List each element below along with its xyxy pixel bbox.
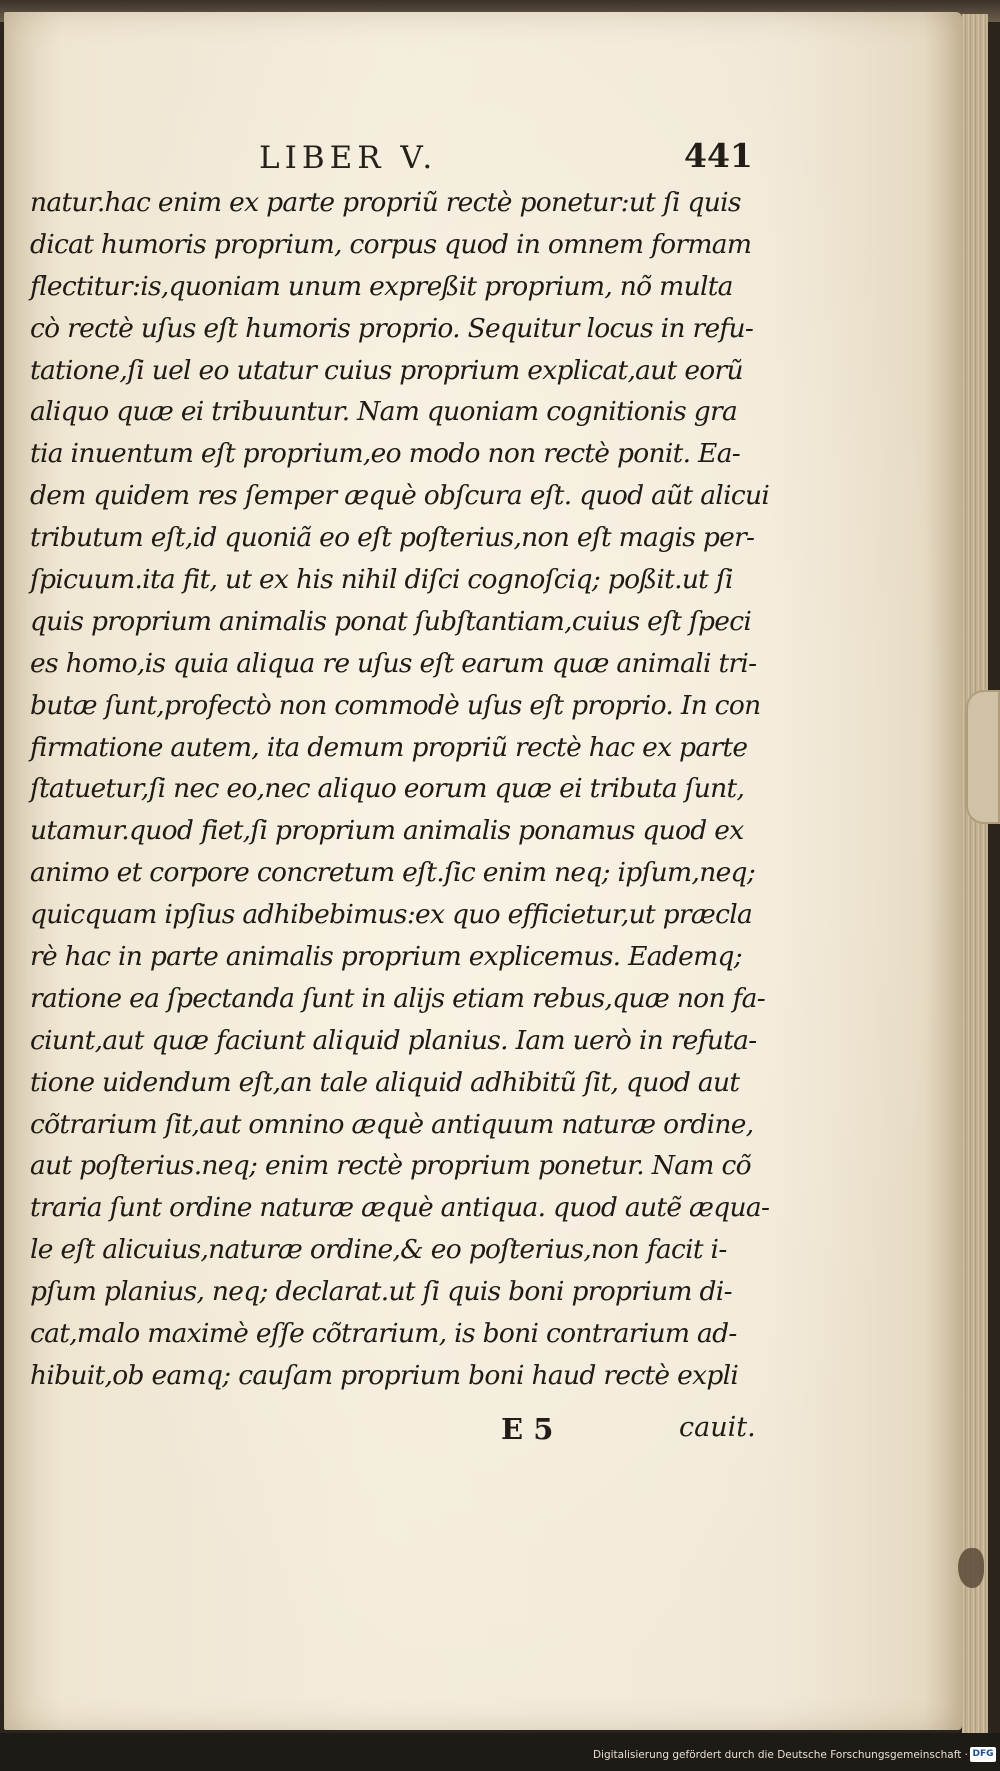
text-line: rè hac in parte animalis proprium explicemus. Eademq;: [30, 941, 743, 973]
text-line: quis proprium animalis ponat ſubſtantiam,cuius eſt ſpeci: [30, 605, 752, 637]
text-line: flectitur:is,quoniam unum expreßit proprium, nõ multa: [30, 270, 733, 302]
text-line: cat,malo maximè eſſe cõtrarium, is boni contrarium ad-: [30, 1318, 737, 1350]
text-line: tione uidendum eſt,an tale aliquid adhibitũ ſit, quod aut: [30, 1066, 740, 1098]
book-page: [4, 12, 962, 1730]
text-line: animo et corpore concretum eſt.ſic enim neq; ipſum,neq;: [30, 857, 756, 889]
text-line: ciunt,aut quæ faciunt aliquid planius. Iam uerò in refuta-: [30, 1024, 757, 1056]
text-line: le eſt alicuius,naturæ ordine,& eo poſterius,non facit i-: [30, 1234, 727, 1266]
text-line: tatione,ſi uel eo utatur cuius proprium explicat,aut eorũ: [30, 354, 743, 386]
text-line: pſum planius, neq; declarat.ut ſi quis boni proprium di-: [30, 1276, 732, 1308]
signature-mark: E 5: [501, 1412, 554, 1446]
body-text: [30, 182, 775, 1397]
text-line: cõtrarium ſit,aut omnino æquè antiquum naturæ ordine,: [30, 1108, 754, 1140]
text-line: tia inuentum eſt proprium,eo modo non rectè ponit. Ea-: [30, 438, 741, 470]
text-line: ſpicuum.ita fit, ut ex his nihil diſci cognoſciq; poßit.ut ſi: [30, 564, 733, 596]
text-line: quicquam ipſius adhibebimus:ex quo efficietur,ut præcla: [30, 899, 753, 931]
text-line: cò rectè uſus eſt humoris proprio. Sequitur locus in refu-: [30, 312, 754, 344]
signature-line: [4, 1412, 1000, 1462]
text-line: dicat humoris proprium, corpus quod in omnem formam: [30, 228, 752, 260]
text-line: butæ ſunt,profectò non commodè uſus eſt proprio. In con: [30, 689, 761, 721]
text-line: aliquo quæ ei tribuuntur. Nam quoniam cognitionis gra: [30, 396, 738, 428]
text-line: traria ſunt ordine naturæ æquè antiqua. quod autẽ æqua-: [30, 1192, 770, 1224]
text-line: natur.hac enim ex parte propriũ rectè ponetur:ut ſi quis: [30, 187, 741, 218]
text-line: dem quidem res ſemper æquè obſcura eſt. quod aũt alicui: [30, 480, 770, 512]
running-head: [244, 136, 964, 188]
running-head-title: LIBER V.: [259, 140, 438, 176]
text-line: ſtatuetur,ſi nec eo,nec aliquo eorum quæ ei tributa ſunt,: [30, 773, 745, 805]
text-line: tributum eſt,id quoniã eo eſt poſterius,non eſt magis per-: [30, 522, 755, 554]
text-line: firmatione autem, ita demum propriũ rectè hac ex parte: [30, 731, 748, 763]
dfg-logo-icon: DFG: [970, 1747, 996, 1762]
text-line: hibuit,ob eamq; cauſam proprium boni haud rectè expli: [30, 1359, 739, 1391]
text-line: utamur.quod fiet,ſi proprium animalis ponamus quod ex: [30, 815, 744, 847]
text-line: es homo,is quia aliqua re uſus eſt earum quæ animali tri-: [30, 647, 757, 679]
book-page-edges: [962, 14, 988, 1734]
ink-blot: [958, 1548, 984, 1588]
page-number: 441: [684, 136, 753, 175]
catchword: cauit.: [679, 1412, 756, 1443]
page-edge-tab: [966, 690, 1000, 824]
text-line: aut poſterius.neq; enim rectè proprium ponetur. Nam cõ: [30, 1150, 751, 1182]
text-line: ratione ea ſpectanda ſunt in alijs etiam rebus,quæ non fa-: [30, 982, 765, 1014]
digitization-credit: Digitalisierung gefördert durch die Deutsche Forschungsgemeinschaft ·: [592, 1749, 968, 1761]
